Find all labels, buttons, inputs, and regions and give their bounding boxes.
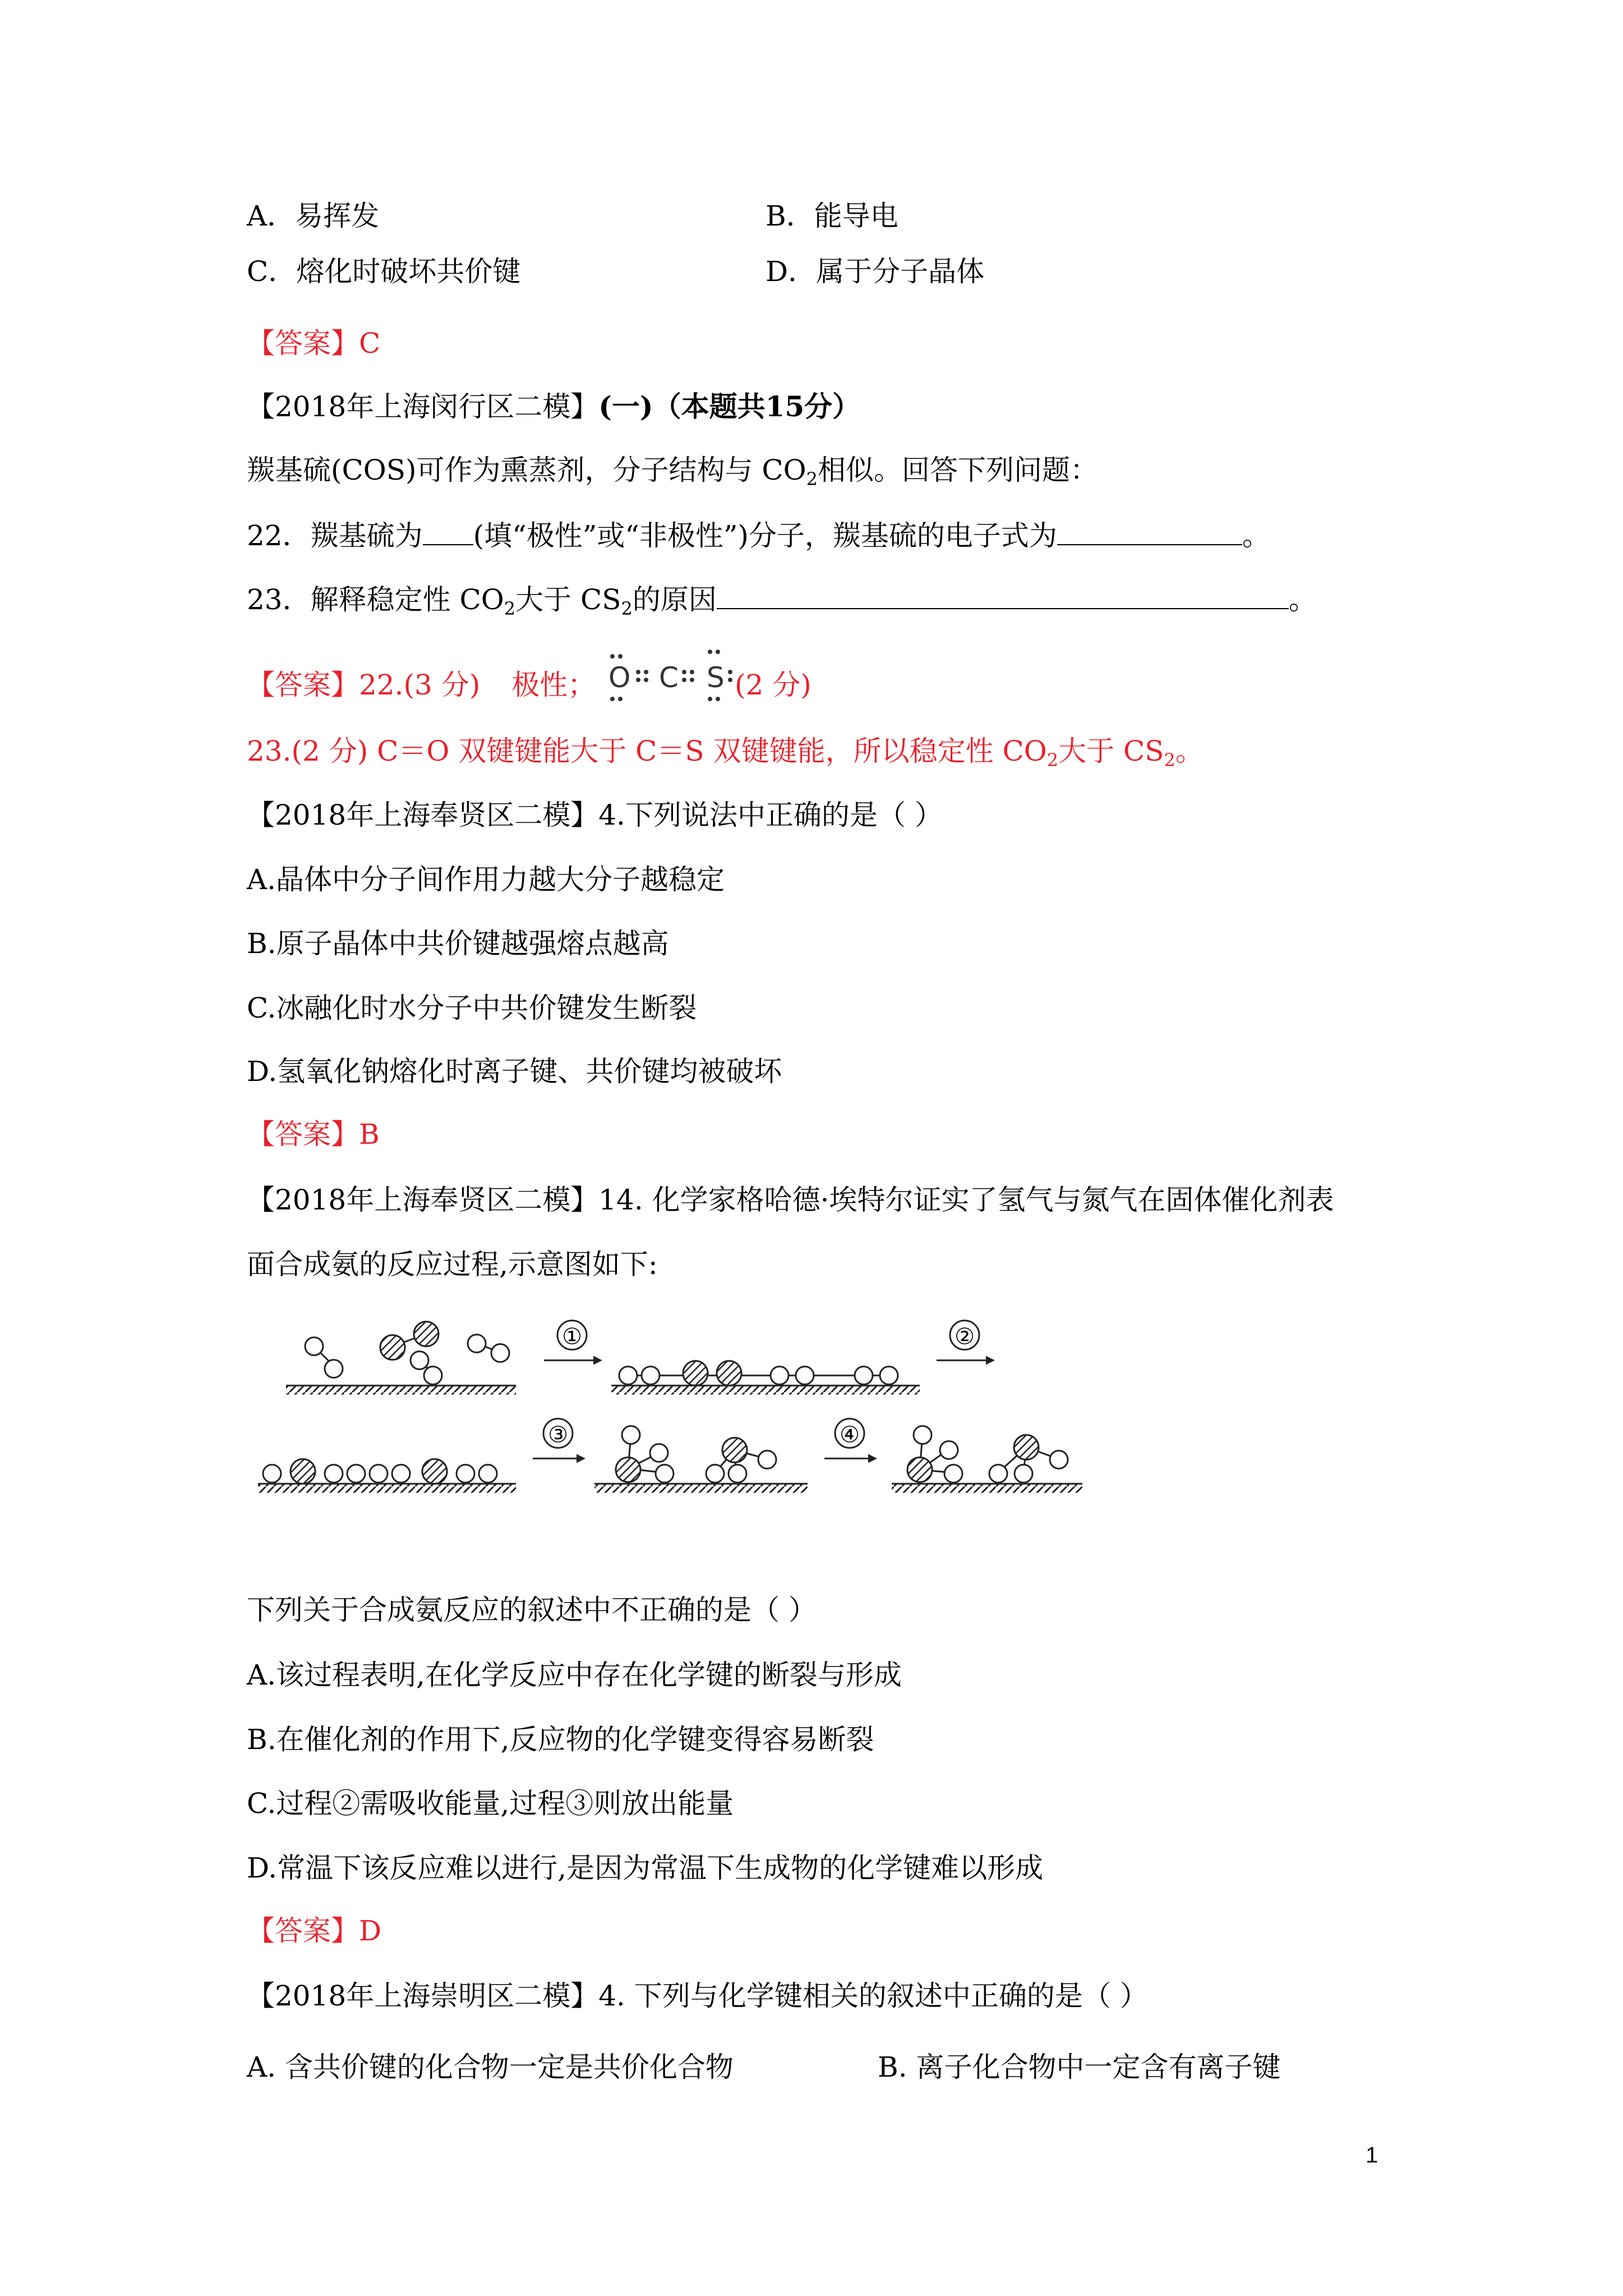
step-label: ④ [840,1422,860,1448]
answer-line [247,1913,381,1949]
option-b: B.在催化剂的作用下,反应物的化学键变得容易断裂 [247,1723,874,1756]
option-c: C.过程②需吸收能量,过程③则放出能量 [247,1787,734,1820]
step-label: ② [955,1324,975,1350]
ammonia-molecules [907,1426,1068,1483]
question-header [247,389,860,425]
option-a: A.晶体中分子间作用力越大分子越稳定 [247,863,725,896]
q23-subscript: 2 [504,598,516,619]
q23-text: 23．解释稳定性 CO [247,583,504,616]
question-title: (一)（本题共15分） [598,390,861,423]
page-number: 1 [1366,2143,1378,2168]
intro-text-2: 相似。回答下列问题： [818,454,1099,486]
option-d: D.常温下该反应难以进行,是因为常温下生成物的化学键难以形成 [247,1852,1044,1884]
answer-22-line [247,667,596,703]
intro-subscript: 2 [806,468,818,490]
answer-23-line [247,733,1204,769]
answer-23-end: 。 [1175,735,1204,767]
answer-tag: 【答案】 [247,1915,359,1947]
question-ask: 下列关于合成氨反应的叙述中不正确的是（ ） [247,1594,817,1626]
question-source: 【2018年上海奉贤区二模】 [247,799,599,831]
answer-value: D [359,1915,382,1947]
answer-value: B [359,1118,380,1151]
intermediate-molecules [616,1426,776,1483]
q23-end: 。 [1288,583,1317,616]
option-a: A．易挥发 [247,200,380,232]
answer-tag: 【答案】 [247,1118,359,1151]
q23-text-2: 大于 CS [515,583,621,616]
option-a: A.该过程表明,在化学反应中存在化学键的断裂与形成 [247,1659,902,1691]
option-d: D．属于分子晶体 [766,255,985,288]
question-intro [247,452,1098,488]
q22-text: 22．羰基硫为 [247,519,423,552]
formula-atom-c: C [659,661,679,694]
question-stem: 4. 下列与化学键相关的叙述中正确的是（ ） [598,1980,1148,2012]
catalyst-surface [611,1386,920,1395]
formula-atom-s: S [707,661,725,694]
intro-text: 羰基硫(COS)可作为熏蒸剂，分子结构与 C [247,454,783,486]
question-source: 【2018年上海奉贤区二模】 [247,1184,599,1216]
option-b: B. 离子化合物中一定含有离子键 [878,2051,1281,2083]
option-a: A. 含共价键的化合物一定是共价化合物 [247,2051,734,2083]
answer-23-text-2: 大于 CS [1058,735,1164,767]
question-stem: 14. 化学家格哈德·埃特尔证实了氢气与氮气在固体催化剂表 [598,1184,1334,1216]
answer-22-score: 22.(3 分) [359,669,481,701]
option-b: B.原子晶体中共价键越强熔点越高 [247,927,669,960]
answer-blank[interactable] [717,583,1289,609]
question-source: 【2018年上海闵行区二模】 [247,390,599,423]
answer-line [247,325,380,361]
step-label: ① [562,1324,582,1350]
option-c: C．熔化时破坏共价键 [247,255,521,288]
q22-end: 。 [1242,519,1270,552]
formula-atom-o: O [608,661,631,694]
answer-tag: 【答案】 [247,669,359,701]
answer-23-subscript-2: 2 [1164,749,1175,771]
option-c: C.冰融化时水分子中共价键发生断裂 [247,992,697,1024]
question-23 [247,582,1317,618]
question-fengxian-4 [247,797,943,833]
answer-23-text: 23.(2 分) C＝O 双键键能大于 C＝S 双键键能，所以稳定性 CO [247,735,1047,767]
catalyst-surface [594,1484,808,1493]
q22-text-2: (填“极性”或“非极性”)分子，羰基硫的电子式为 [473,519,1057,552]
reactant-molecules [305,1322,509,1384]
catalyst-surface [892,1484,1082,1493]
answer-tag: 【答案】 [247,327,359,360]
electron-dot-formula [606,645,735,707]
ammonia-synthesis-diagram [258,1290,1099,1515]
q23-text-3: 的原因 [632,583,717,616]
step-label: ③ [548,1422,568,1448]
answer-22-score-2: (2 分) [735,669,811,701]
q23-subscript-2: 2 [621,598,633,619]
intro-formula: O [783,454,806,486]
catalyst-surface [258,1484,516,1493]
question-fengxian-14 [247,1182,1334,1218]
answer-line [247,1116,380,1152]
option-b: B．能导电 [766,200,898,232]
answer-23-subscript: 2 [1046,749,1059,771]
answer-value: C [359,327,381,360]
answer-blank[interactable] [423,519,473,545]
option-d: D.氢氧化钠熔化时离子键、共价键均被破坏 [247,1055,782,1088]
question-source: 【2018年上海崇明区二模】 [247,1980,599,2012]
question-stem: 4.下列说法中正确的是（ ） [598,799,943,831]
dissociated-atoms [263,1459,497,1484]
question-stem-2: 面合成氨的反应过程,示意图如下: [247,1248,658,1281]
answer-blank[interactable] [1057,519,1242,545]
question-chongming-4 [247,1978,1148,2014]
question-22 [247,518,1270,554]
catalyst-surface [286,1386,516,1395]
answer-22-polarity: 极性； [511,669,596,701]
adsorbed-molecules [619,1361,898,1386]
